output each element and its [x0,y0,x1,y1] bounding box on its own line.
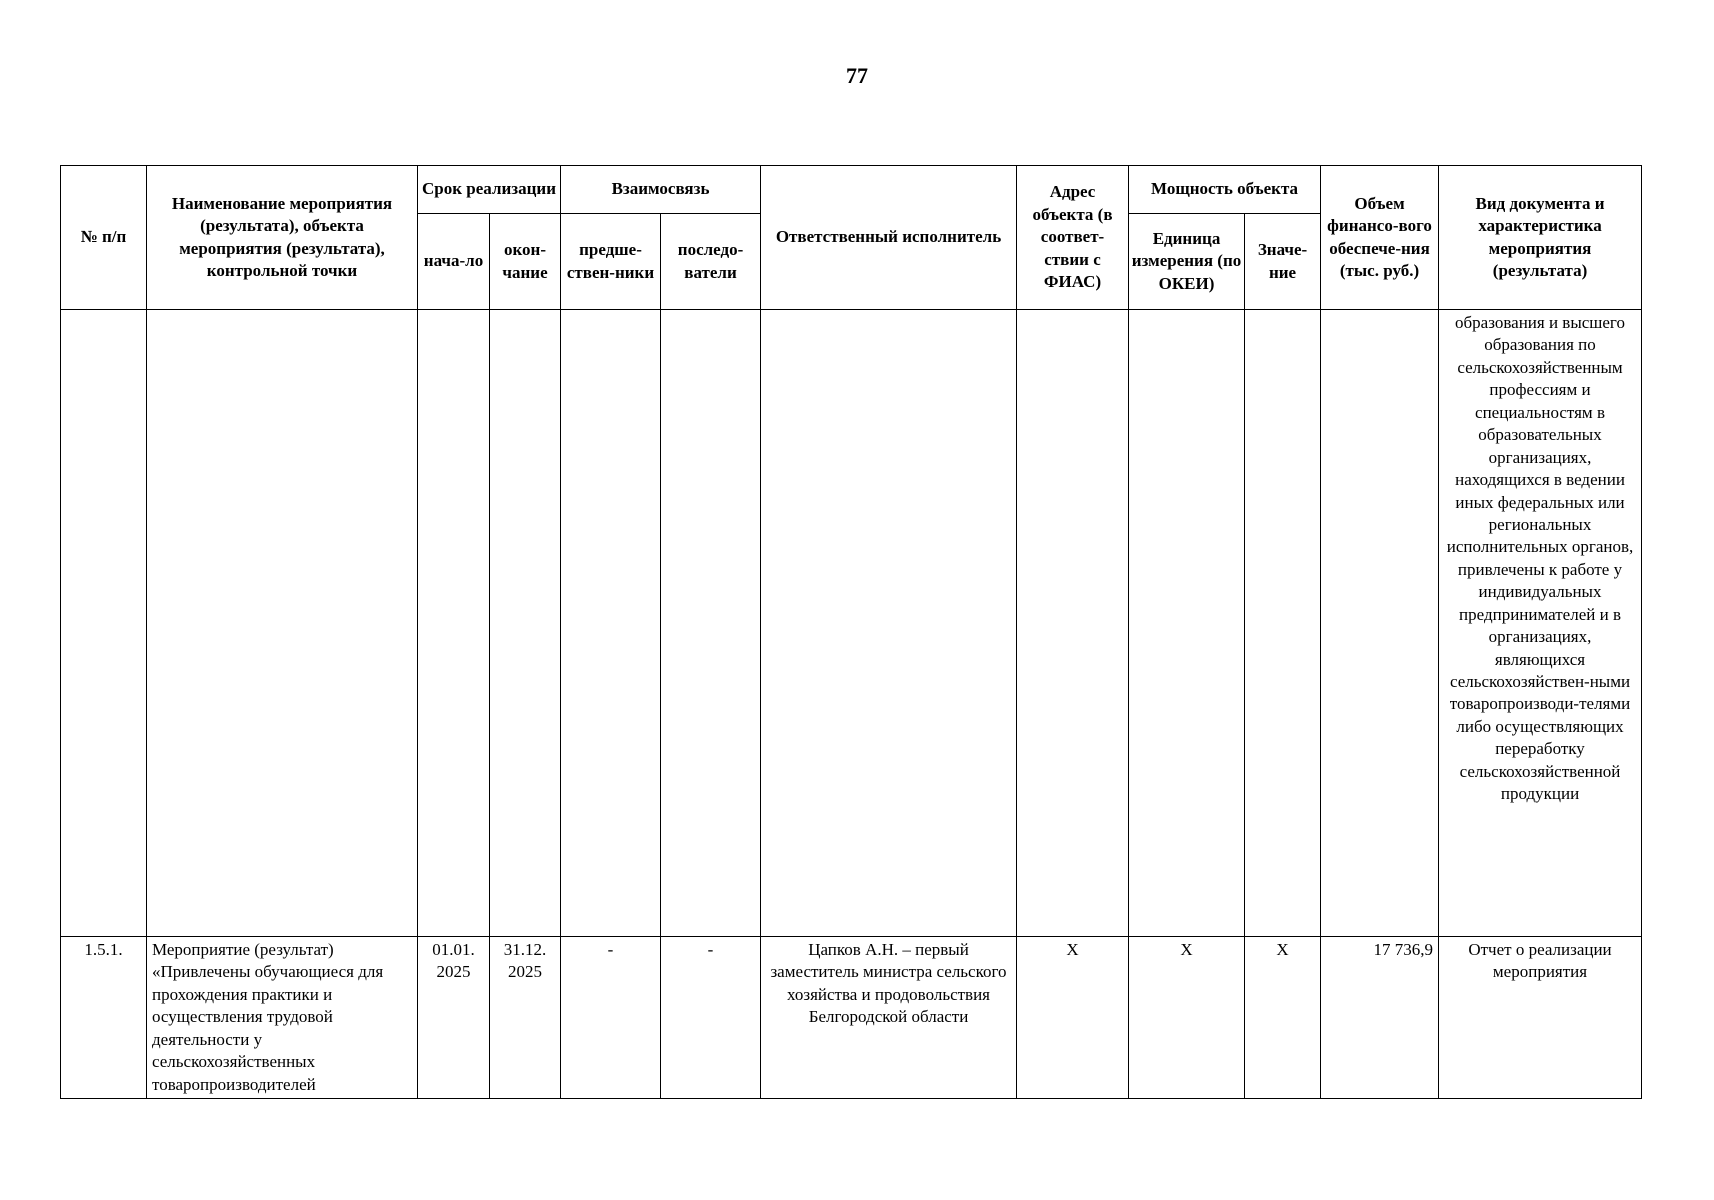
header-successors: последо-ватели [661,214,761,310]
header-responsible: Ответственный исполнитель [761,166,1017,310]
header-capacity: Мощность объекта [1129,166,1321,214]
cell-empty [561,310,661,937]
header-funding: Объем финансо-вого обеспече-ния (тыс. руб.) [1321,166,1439,310]
row-predecessors: - [561,937,661,1099]
header-capacity-value: Значе-ние [1245,214,1321,310]
row-successors: - [661,937,761,1099]
page-number: 77 [846,63,868,88]
header-relation: Взаимосвязь [561,166,761,214]
header-num: № п/п [61,166,147,310]
row-responsible: Цапков А.Н. – первый заместитель министра сельского хозяйства и продовольствия Белгородской области [761,937,1017,1099]
row-capacity-value: Х [1245,937,1321,1099]
header-name: Наименование мероприятия (результата), объекта мероприятия (результата), контрольной точки [147,166,418,310]
cell-empty [661,310,761,937]
row-address: Х [1017,937,1129,1099]
cell-empty [1321,310,1439,937]
row-capacity-unit: Х [1129,937,1245,1099]
continuation-doc-type: образования и высшего образования по сельскохозяйственным профессиям и специальностям в образовательных организациях, находящихся в ведении иных федеральных или региональных исполнительных органов, привлечены к работе у индивидуальных предпринимателей и в организациях, являющихся сельскохозяйствен-ными товаропроизводи-телями либо осуществляющих переработку сельскохозяйственной продукции [1439,310,1642,937]
continuation-row [61,310,1642,937]
row-num: 1.5.1. [61,937,147,1099]
cell-empty [490,310,561,937]
cell-empty [61,310,147,937]
header-term: Срок реализации [418,166,561,214]
row-name: Мероприятие (результат) «Привлечены обучающиеся для прохождения практики и осуществления трудовой деятельности у сельскохозяйственных товаропроизводителей [147,937,418,1099]
table-row [61,937,1642,1099]
header-capacity-unit: Единица измерения (по ОКЕИ) [1129,214,1245,310]
header-term-start: нача-ло [418,214,490,310]
row-start: 01.01. 2025 [418,937,490,1099]
cell-empty [1245,310,1321,937]
cell-empty [1129,310,1245,937]
row-end: 31.12. 2025 [490,937,561,1099]
cell-empty [1017,310,1129,937]
cell-empty [418,310,490,937]
row-doc-type: Отчет о реализации мероприятия [1439,937,1642,1099]
row-funding: 17 736,9 [1321,937,1439,1099]
header-doc-type: Вид документа и характеристика мероприятия (результата) [1439,166,1642,310]
cell-empty [761,310,1017,937]
cell-empty [147,310,418,937]
header-row-1 [61,166,1642,214]
header-address: Адрес объекта (в соответ-ствии с ФИАС) [1017,166,1129,310]
activity-plan-table [60,165,1642,1099]
header-term-end: окон-чание [490,214,561,310]
header-predecessors: предше-ствен-ники [561,214,661,310]
